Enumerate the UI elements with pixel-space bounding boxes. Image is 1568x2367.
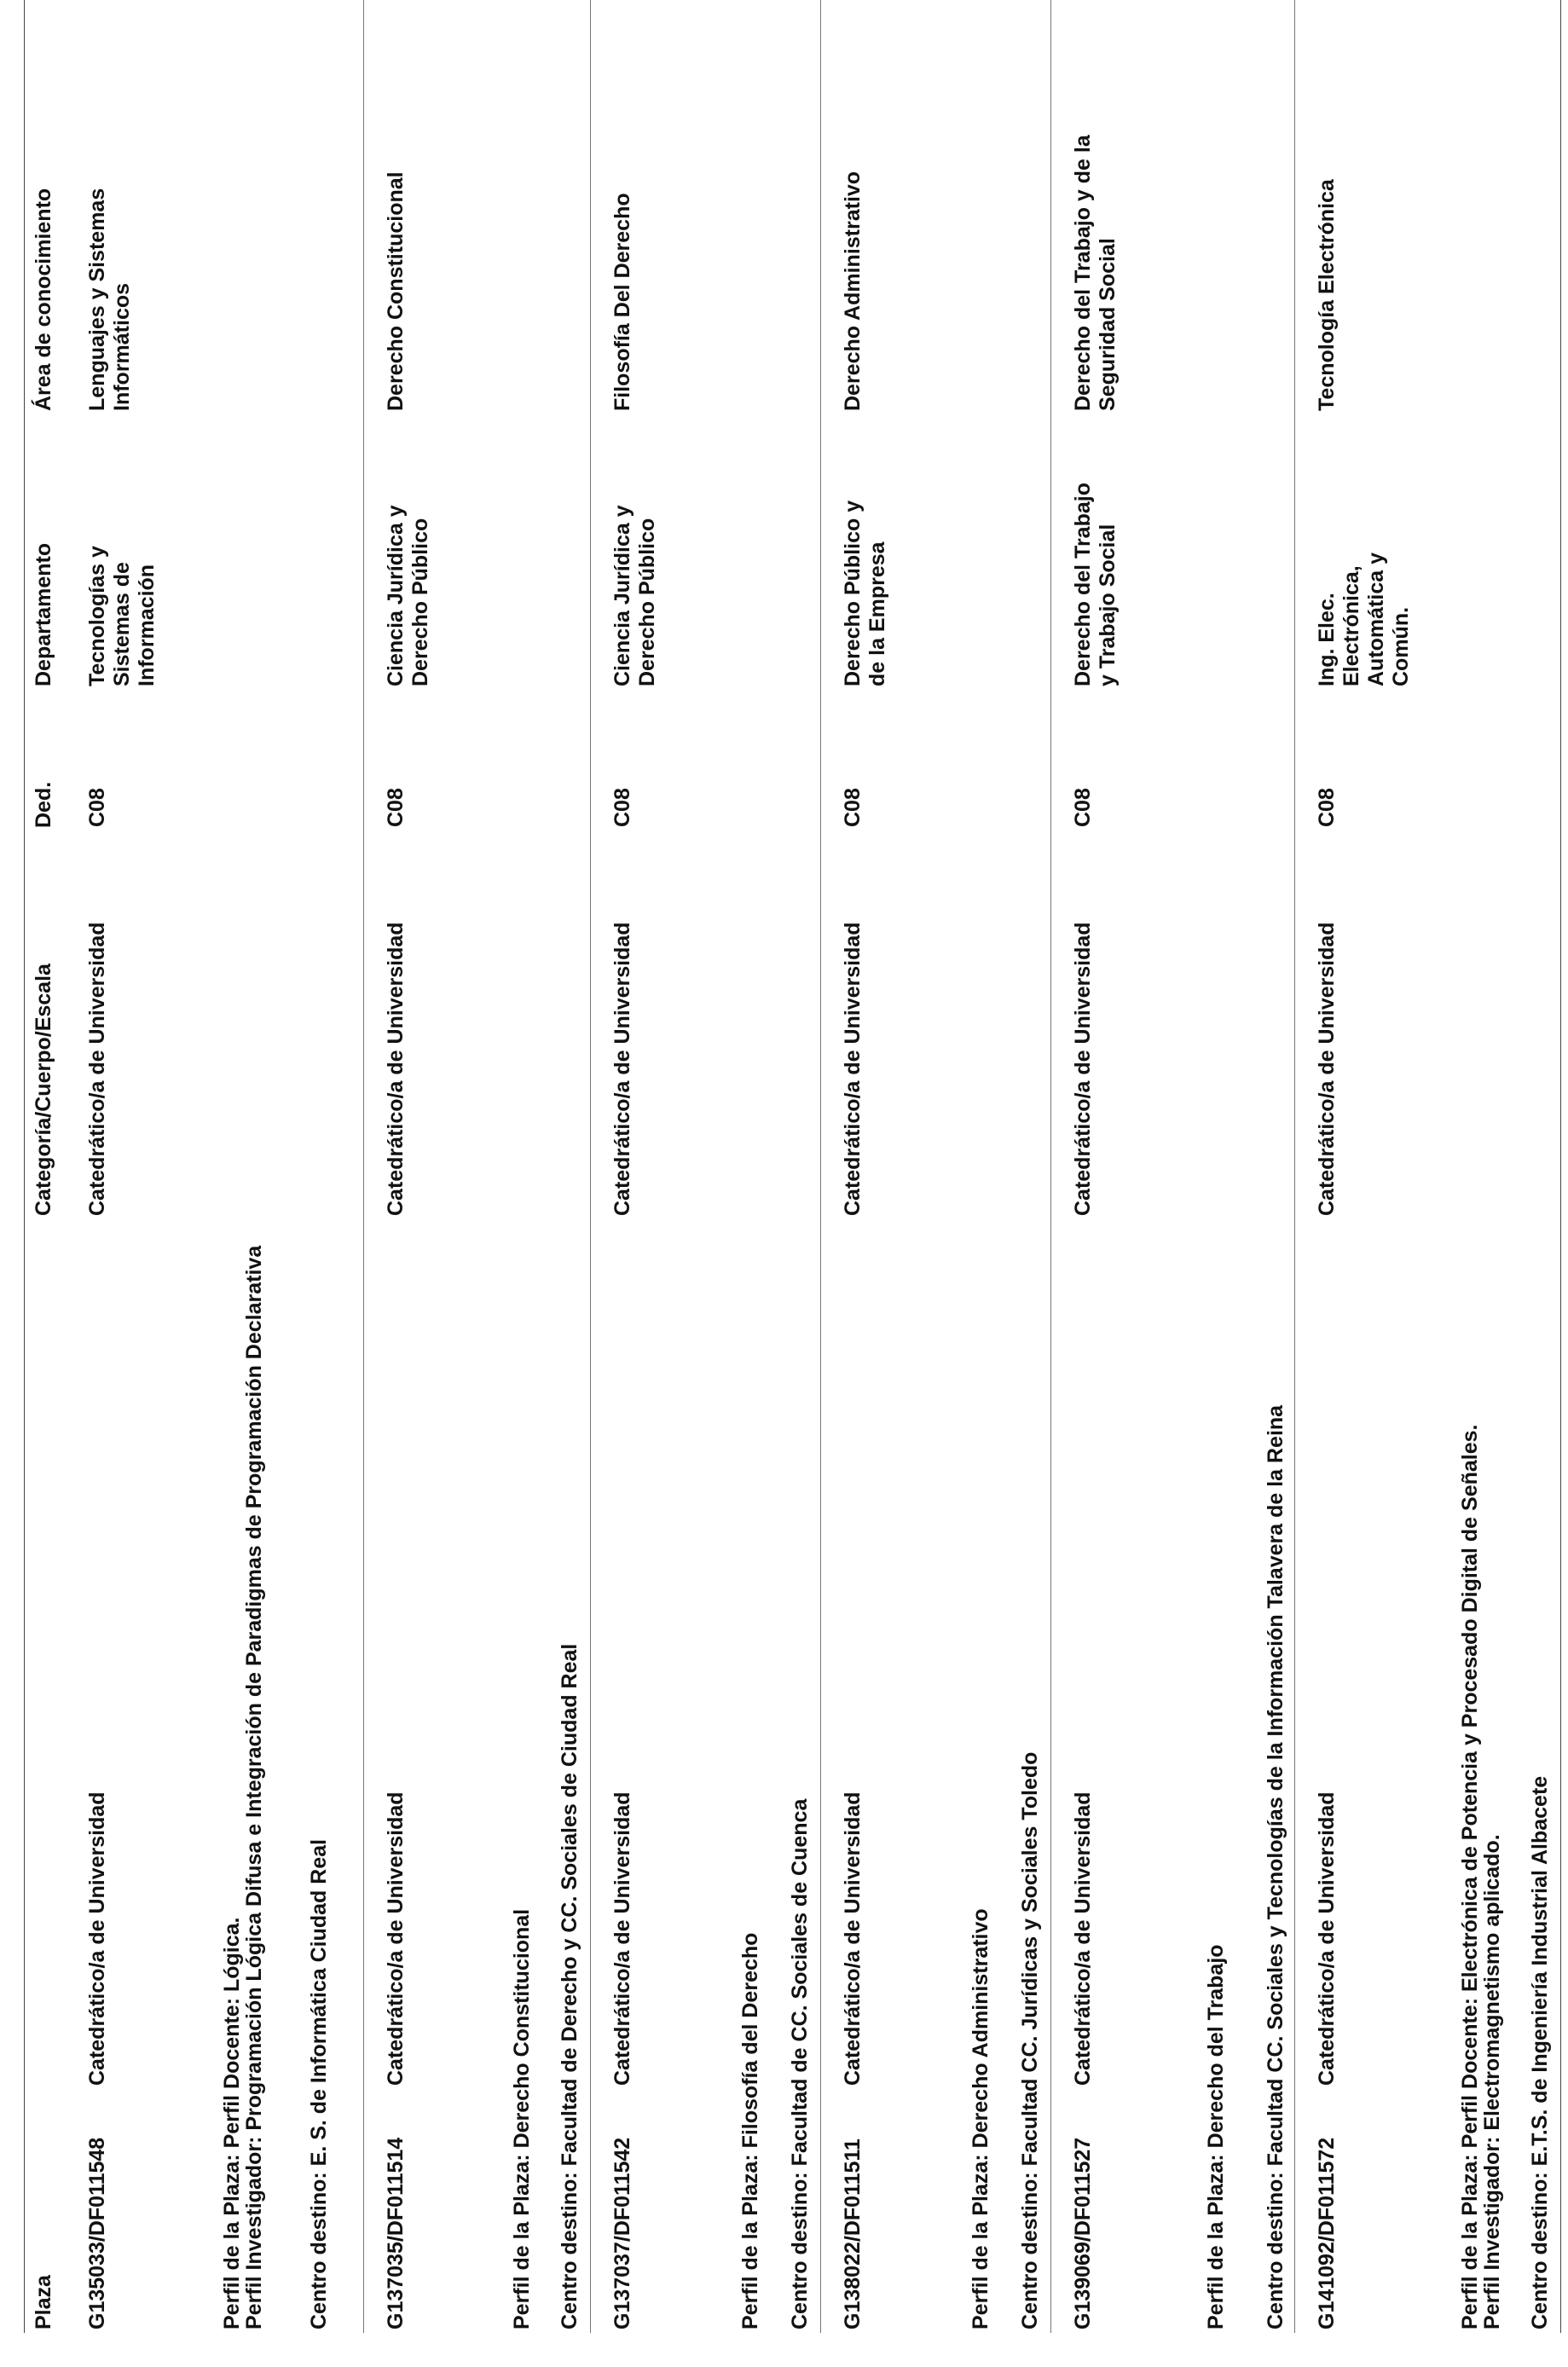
perfil-line: Perfil de la Plaza: Perfil Docente: Lógica. xyxy=(220,1917,244,2329)
plaza-category: Catedrático/a de Universidad xyxy=(1315,1791,1339,2086)
plaza-category: Catedrático/a de Universidad xyxy=(384,1791,408,2086)
header-area: Área de conocimiento xyxy=(32,188,55,411)
area-cell: Lenguajes y Sistemas Informáticos xyxy=(85,188,134,411)
row-separator xyxy=(820,0,821,2333)
ded-cell: C08 xyxy=(384,788,408,827)
categoria-cell: Catedrático/a de Universidad xyxy=(1315,922,1339,1216)
plaza-code: G139069/DF011527 xyxy=(1071,2137,1095,2329)
centro-destino: Centro destino: Facultad de CC. Sociales de Cuenca xyxy=(788,1798,812,2329)
categoria-cell: Catedrático/a de Universidad xyxy=(610,922,634,1216)
header-categoria: Categoría/Cuerpo/Escala xyxy=(32,964,55,1216)
departamento-cell: Ciencia Jurídica y Derecho Público xyxy=(384,505,432,686)
perfil-line: Perfil de la Plaza: Derecho Administrativo xyxy=(969,1908,992,2329)
departamento-cell: Ing. Elec. Electrónica, Automática y Común. xyxy=(1315,553,1413,686)
perfil-line: Perfil de la Plaza: Derecho del Trabajo xyxy=(1204,1944,1228,2329)
ded-cell: C08 xyxy=(85,788,109,827)
table-row xyxy=(592,0,822,2367)
page-end-rule xyxy=(1560,0,1561,2333)
area-cell: Derecho del Trabajo y de la Seguridad Social xyxy=(1071,135,1120,411)
area-cell: Derecho Administrativo xyxy=(841,171,865,411)
departamento-cell: Tecnologías y Sistemas de Información xyxy=(85,546,159,686)
row-separator xyxy=(1050,0,1051,2333)
area-cell: Filosofía Del Derecho xyxy=(610,193,634,411)
plaza-category: Catedrático/a de Universidad xyxy=(1071,1791,1095,2086)
categoria-cell: Catedrático/a de Universidad xyxy=(1071,922,1095,1216)
categoria-cell: Catedrático/a de Universidad xyxy=(841,922,865,1216)
table-row xyxy=(822,0,1052,2367)
plaza-category: Catedrático/a de Universidad xyxy=(85,1791,109,2086)
ded-cell: C08 xyxy=(841,788,865,827)
header-departamento: Departamento xyxy=(32,542,55,686)
plaza-category: Catedrático/a de Universidad xyxy=(841,1791,865,2086)
row-separator xyxy=(590,0,591,2333)
area-cell: Derecho Constitucional xyxy=(384,171,408,411)
centro-destino: Centro destino: E.T.S. de Ingeniería Industrial Albacete xyxy=(1528,1775,1552,2329)
perfil-line: Perfil de la Plaza: Filosofía del Derecho xyxy=(738,1932,762,2329)
plaza-code: G135033/DF011548 xyxy=(85,2137,109,2329)
plaza-code: G137037/DF011542 xyxy=(610,2137,634,2329)
table-row xyxy=(67,0,365,2367)
header-plaza: Plaza xyxy=(32,2275,55,2329)
row-separator xyxy=(1294,0,1295,2333)
table-row xyxy=(1052,0,1296,2367)
header-ded: Ded. xyxy=(32,781,55,828)
categoria-cell: Catedrático/a de Universidad xyxy=(85,922,109,1216)
ded-cell: C08 xyxy=(1315,788,1339,827)
row-separator xyxy=(363,0,364,2333)
centro-destino: Centro destino: Facultad CC. Jurídicas y Sociales Toledo xyxy=(1018,1751,1042,2329)
centro-destino: Centro destino: Facultad de Derecho y CC. Sociales de Ciudad Real xyxy=(558,1643,581,2329)
plaza-code: G141092/DF011572 xyxy=(1315,2137,1339,2329)
departamento-cell: Derecho del Trabajo y Trabajo Social xyxy=(1071,483,1120,686)
area-cell: Tecnología Electrónica xyxy=(1315,179,1339,411)
perfil-investigador-line: Perfil Investigador: Programación Lógica Difusa e Integración de Paradigmas de Programación Declarativa xyxy=(242,1245,266,2329)
plaza-category: Catedrático/a de Universidad xyxy=(610,1791,634,2086)
centro-destino: Centro destino: Facultad CC. Sociales y Tecnologías de la Información Talavera de la Reina xyxy=(1264,1404,1287,2329)
centro-destino: Centro destino: E. S. de Informática Ciudad Real xyxy=(307,1838,331,2329)
table-header xyxy=(0,0,68,2367)
ded-cell: C08 xyxy=(1071,788,1095,827)
table-row xyxy=(365,0,592,2367)
table-row xyxy=(1296,0,1560,2367)
perfil-line: Perfil de la Plaza: Derecho Constitucional xyxy=(510,1908,534,2329)
plaza-code: G137035/DF011514 xyxy=(384,2137,408,2329)
perfil-line: Perfil de la Plaza: Perfil Docente: Electrónica de Potencia y Procesado Digital de Señales. xyxy=(1458,1424,1482,2329)
departamento-cell: Derecho Público y de la Empresa xyxy=(841,500,889,686)
departamento-cell: Ciencia Jurídica y Derecho Público xyxy=(610,505,659,686)
categoria-cell: Catedrático/a de Universidad xyxy=(384,922,408,1216)
perfil-investigador-line: Perfil Investigador: Electromagnetismo aplicado. xyxy=(1480,1834,1504,2329)
ded-cell: C08 xyxy=(610,788,634,827)
plaza-code: G138022/DF011511 xyxy=(841,2138,865,2329)
